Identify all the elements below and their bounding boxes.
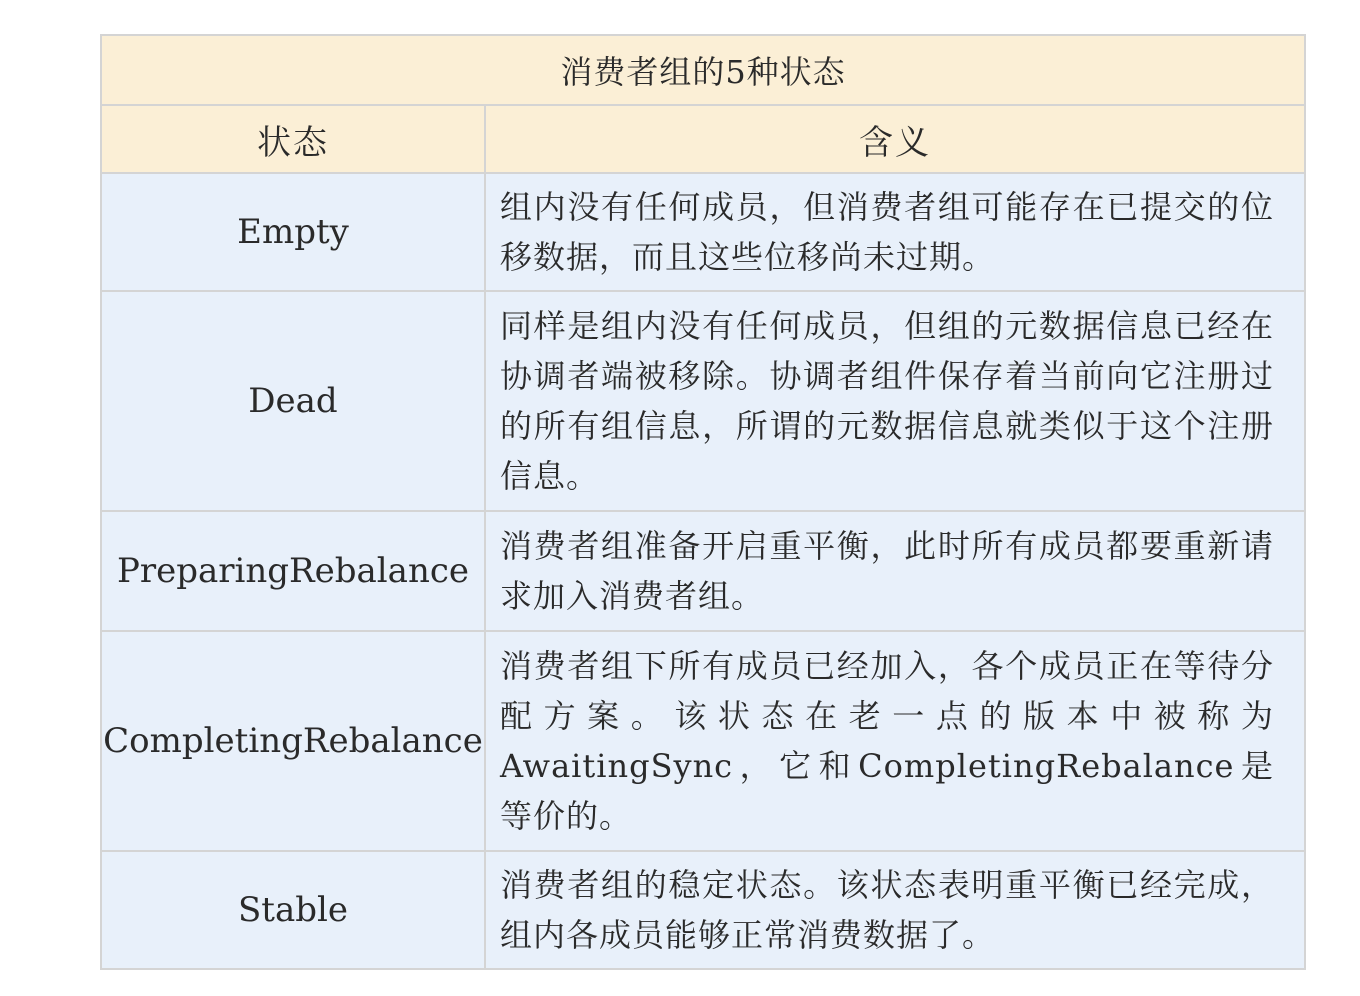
- state-cell: Stable: [101, 851, 485, 969]
- meaning-cell: 消费者组下所有成员已经加入，各个成员正在等待分配方案。该状态在老一点的版本中被称为AwaitingSync，它和CompletingRebalance是等价的。: [485, 631, 1305, 851]
- state-cell: CompletingRebalance: [101, 631, 485, 851]
- table-row: [101, 511, 1305, 631]
- table-row: [101, 173, 1305, 291]
- table-title: 消费者组的5种状态: [101, 35, 1305, 105]
- meaning-cell: 组内没有任何成员，但消费者组可能存在已提交的位移数据，而且这些位移尚未过期。: [485, 173, 1305, 291]
- meaning-cell: 消费者组准备开启重平衡，此时所有成员都要重新请求加入消费者组。: [485, 511, 1305, 631]
- header-state: 状态: [101, 105, 485, 173]
- table-header-row: [101, 105, 1305, 173]
- table-title-row: [101, 35, 1305, 105]
- table-row: [101, 851, 1305, 969]
- table-row: [101, 631, 1305, 851]
- state-cell: Dead: [101, 291, 485, 511]
- state-cell: PreparingRebalance: [101, 511, 485, 631]
- meaning-cell: 同样是组内没有任何成员，但组的元数据信息已经在协调者端被移除。协调者组件保存着当前向它注册过的所有组信息，所谓的元数据信息就类似于这个注册信息。: [485, 291, 1305, 511]
- header-meaning: 含义: [485, 105, 1305, 173]
- state-cell: Empty: [101, 173, 485, 291]
- consumer-group-states-table: [100, 34, 1306, 970]
- meaning-cell: 消费者组的稳定状态。该状态表明重平衡已经完成，组内各成员能够正常消费数据了。: [485, 851, 1305, 969]
- table-row: [101, 291, 1305, 511]
